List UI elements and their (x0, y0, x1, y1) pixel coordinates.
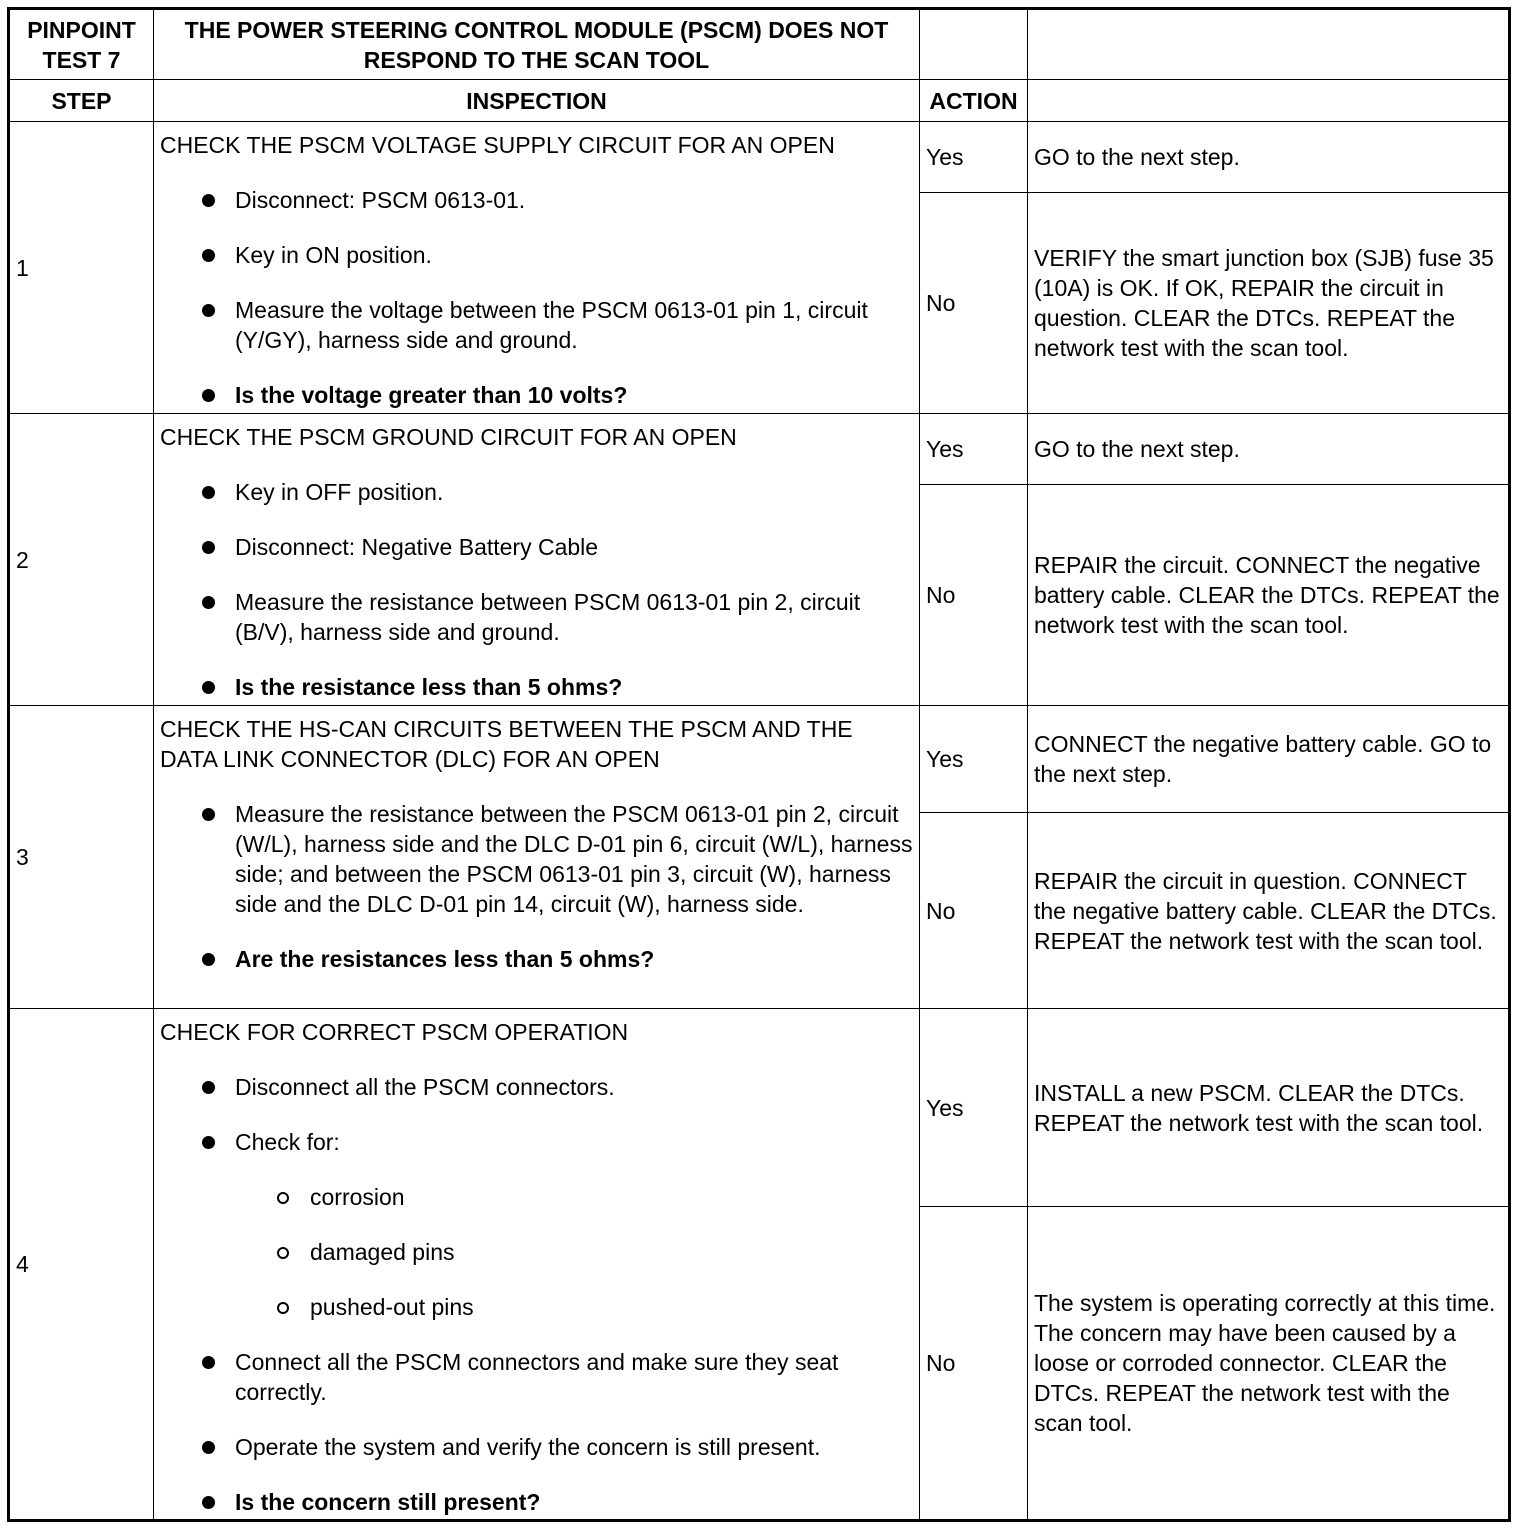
list-item: Disconnect all the PSCM connectors. (160, 1072, 913, 1102)
inspection-cell (154, 1009, 920, 1521)
yes-action: CONNECT the negative battery cable. GO to the next step. (1028, 706, 1510, 813)
no-action: The system is operating correctly at this time. The concern may have been caused by a loose or corroded connector. CLEAR the DTCs. REPEAT the network test with the scan tool. (1028, 1207, 1510, 1521)
inspection-question: Are the resistances less than 5 ohms? (160, 944, 913, 974)
inspection-list (160, 185, 913, 410)
inspection-list (160, 799, 913, 974)
inspection-cell (154, 414, 920, 706)
step-row-4 (9, 1009, 1510, 1207)
no-label: No (920, 485, 1028, 706)
no-label: No (920, 1207, 1028, 1521)
inspection-title: CHECK THE PSCM VOLTAGE SUPPLY CIRCUIT FOR AN OPEN (160, 132, 835, 158)
column-header-step: STEP (9, 80, 154, 122)
yes-label: Yes (920, 122, 1028, 193)
inspection-question: Is the concern still present? (160, 1487, 913, 1517)
list-item: Disconnect: Negative Battery Cable (160, 532, 913, 562)
yes-label: Yes (920, 1009, 1028, 1207)
no-action: REPAIR the circuit in question. CONNECT the negative battery cable. CLEAR the DTCs. REPEAT the network test with the scan tool. (1028, 813, 1510, 1009)
inspection-list (160, 477, 913, 702)
list-item: Measure the resistance between the PSCM 0613-01 pin 2, circuit (W/L), harness side and the DLC D-01 pin 6, circuit (W/L), harness side; and between the PSCM 0613-01 pin 3, circuit (W), harness side and the DLC D-01 pin 14, circuit (W), harness side. (160, 799, 913, 919)
inspection-question: Is the voltage greater than 10 volts? (160, 380, 913, 410)
inspection-cell (154, 122, 920, 414)
blank-header-cell (1028, 80, 1510, 122)
step-row-1 (9, 122, 1510, 193)
list-item: Key in OFF position. (160, 477, 913, 507)
list-item: Measure the resistance between PSCM 0613-01 pin 2, circuit (B/V), harness side and ground. (160, 587, 913, 647)
pinpoint-test-table (7, 7, 1511, 1522)
inspection-title: CHECK THE HS-CAN CIRCUITS BETWEEN THE PSCM AND THE DATA LINK CONNECTOR (DLC) FOR AN OPEN (160, 716, 853, 772)
step-number: 4 (9, 1009, 154, 1521)
step-number: 1 (9, 122, 154, 414)
no-label: No (920, 813, 1028, 1009)
sub-list-item: pushed-out pins (160, 1292, 913, 1322)
inspection-list (160, 1072, 913, 1517)
column-header-action: ACTION (920, 80, 1028, 122)
inspection-cell (154, 706, 920, 1009)
no-action: REPAIR the circuit. CONNECT the negative battery cable. CLEAR the DTCs. REPEAT the network test with the scan tool. (1028, 485, 1510, 706)
sub-list-item: damaged pins (160, 1237, 913, 1267)
column-header-row (9, 80, 1510, 122)
inspection-title: CHECK THE PSCM GROUND CIRCUIT FOR AN OPEN (160, 424, 737, 450)
yes-action: GO to the next step. (1028, 122, 1510, 193)
column-header-inspection: INSPECTION (154, 80, 920, 122)
blank-header-cell (1028, 9, 1510, 80)
step-number: 2 (9, 414, 154, 706)
list-item: Disconnect: PSCM 0613-01. (160, 185, 913, 215)
yes-label: Yes (920, 706, 1028, 813)
no-label: No (920, 193, 1028, 414)
test-label: PINPOINT TEST 7 (9, 9, 154, 80)
sub-list-item: corrosion (160, 1182, 913, 1212)
list-item: Connect all the PSCM connectors and make sure they seat correctly. (160, 1347, 913, 1407)
title-row (9, 9, 1510, 80)
step-row-2 (9, 414, 1510, 485)
list-item: Key in ON position. (160, 240, 913, 270)
yes-label: Yes (920, 414, 1028, 485)
list-item: Check for: (160, 1127, 913, 1157)
step-row-3 (9, 706, 1510, 813)
test-title: THE POWER STEERING CONTROL MODULE (PSCM) DOES NOT RESPOND TO THE SCAN TOOL (154, 9, 920, 80)
yes-action: GO to the next step. (1028, 414, 1510, 485)
no-action: VERIFY the smart junction box (SJB) fuse 35 (10A) is OK. If OK, REPAIR the circuit in question. CLEAR the DTCs. REPEAT the network test with the scan tool. (1028, 193, 1510, 414)
list-item: Operate the system and verify the concern is still present. (160, 1432, 913, 1462)
step-number: 3 (9, 706, 154, 1009)
inspection-question: Is the resistance less than 5 ohms? (160, 672, 913, 702)
list-item: Measure the voltage between the PSCM 0613-01 pin 1, circuit (Y/GY), harness side and ground. (160, 295, 913, 355)
blank-header-cell (920, 9, 1028, 80)
yes-action: INSTALL a new PSCM. CLEAR the DTCs. REPEAT the network test with the scan tool. (1028, 1009, 1510, 1207)
inspection-title: CHECK FOR CORRECT PSCM OPERATION (160, 1019, 629, 1045)
